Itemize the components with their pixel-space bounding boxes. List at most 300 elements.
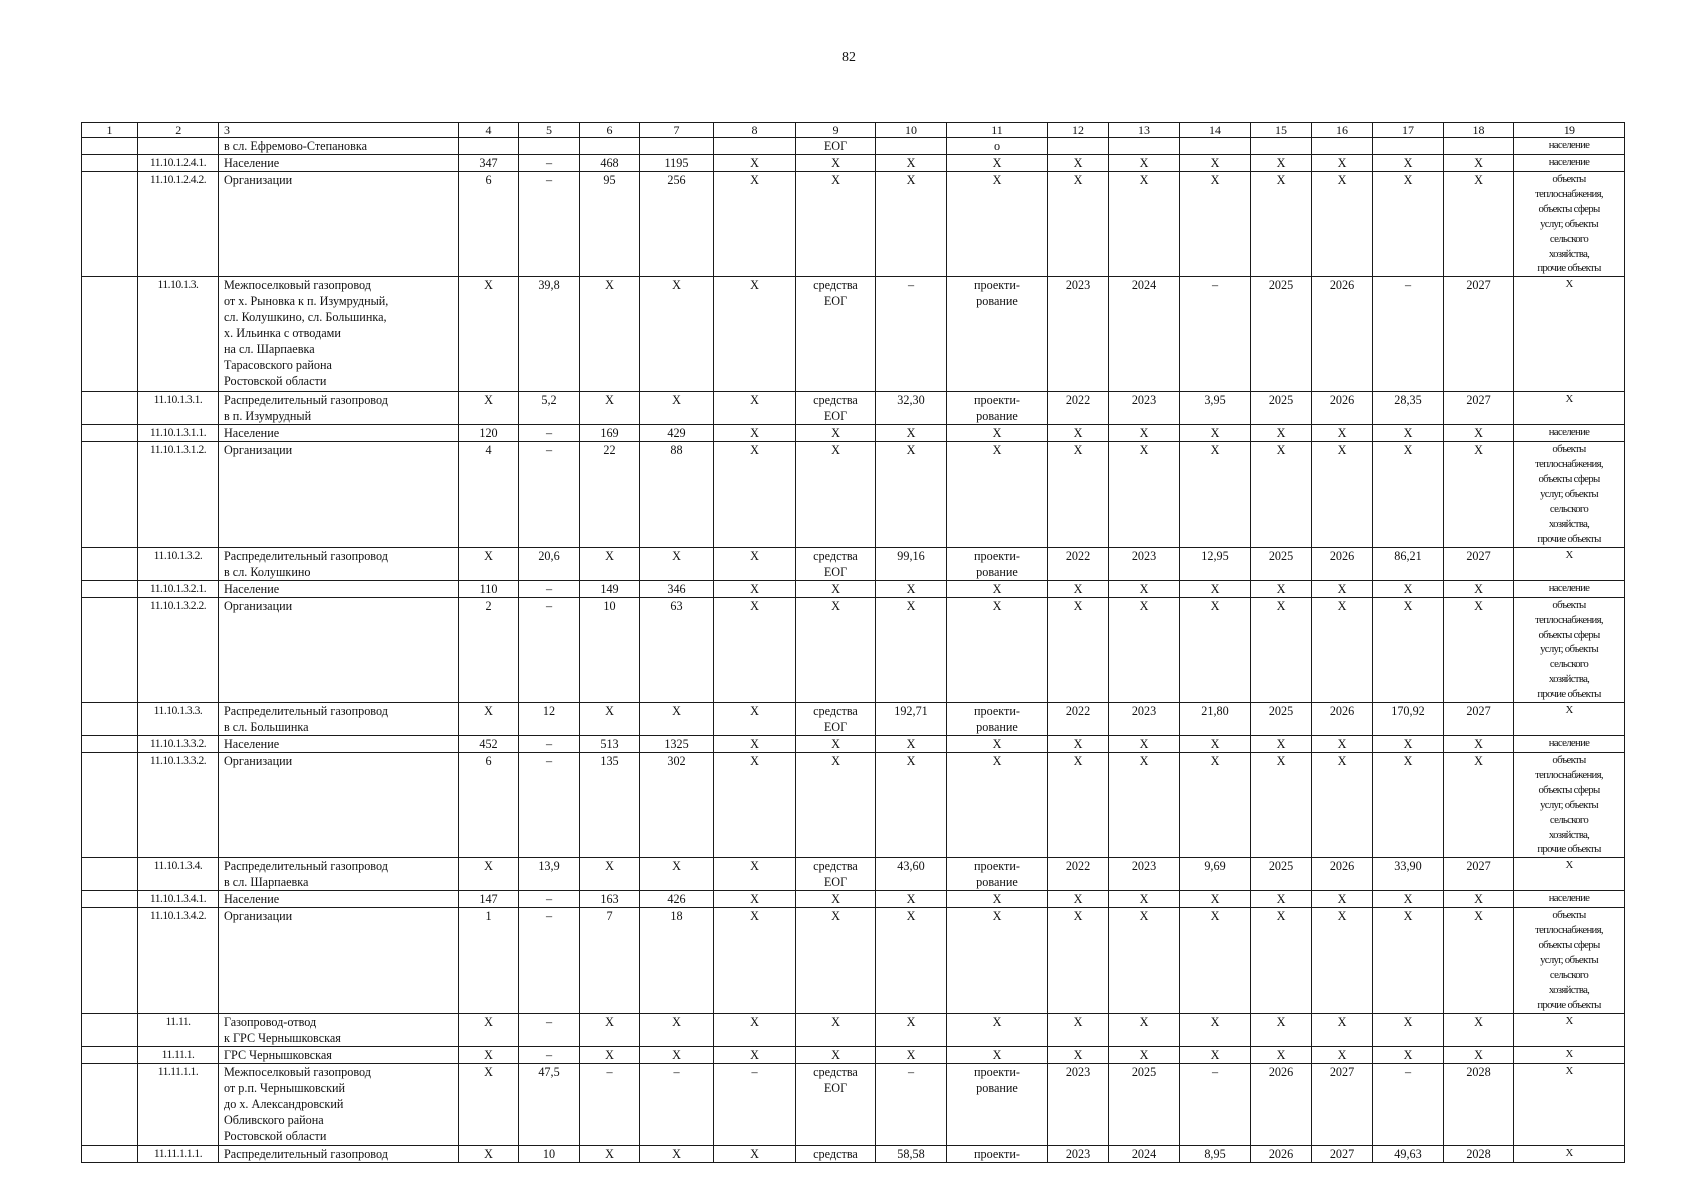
cell-col-12: Х (1048, 425, 1109, 442)
cell-col-16: 2026 (1312, 392, 1373, 425)
cell-col-5: – (519, 597, 580, 702)
cell-col-15: Х (1251, 736, 1312, 753)
cell-col-17: 28,35 (1373, 392, 1444, 425)
column-number-2: 2 (138, 123, 219, 138)
cell-item-name: Межпоселковый газопровод от р.п. Чернышковский до х. Александровский Обливского района Ростовской области (219, 1063, 459, 1145)
cell-col-8: Х (714, 425, 796, 442)
cell-col-5: 20,6 (519, 547, 580, 580)
cell-col-4: 4 (459, 442, 519, 547)
cell-consumers: Х (1514, 703, 1625, 736)
cell-col-12: Х (1048, 442, 1109, 547)
cell-col-8: Х (714, 442, 796, 547)
cell-col-10: Х (876, 736, 947, 753)
column-number-10: 10 (876, 123, 947, 138)
cell-col-15: Х (1251, 753, 1312, 858)
cell-col-17: Х (1373, 1046, 1444, 1063)
cell-col-16: Х (1312, 736, 1373, 753)
cell-col-10: – (876, 277, 947, 392)
column-number-row (82, 123, 1625, 138)
cell-group-cell (82, 1063, 138, 1145)
cell-col-15: 2025 (1251, 277, 1312, 392)
cell-col-6: 22 (580, 442, 640, 547)
cell-stage: проекти- рование (947, 277, 1048, 392)
column-number-11: 11 (947, 123, 1048, 138)
cell-col-14: 8,95 (1180, 1145, 1251, 1162)
cell-col-4: 120 (459, 425, 519, 442)
cell-col-13: Х (1109, 172, 1180, 277)
cell-col-5: 39,8 (519, 277, 580, 392)
cell-item-code: 11.10.1.3.3.2. (138, 753, 219, 858)
cell-funding-source: Х (796, 1013, 876, 1046)
cell-consumers: население (1514, 155, 1625, 172)
cell-col-14: Х (1180, 736, 1251, 753)
cell-col-4: 147 (459, 891, 519, 908)
cell-group-cell (82, 891, 138, 908)
cell-col-14: Х (1180, 155, 1251, 172)
cell-group-cell (82, 392, 138, 425)
cell-col-7: 1325 (640, 736, 714, 753)
cell-consumers: объекты теплоснабжения, объекты сферы услуг, объекты сельского хозяйства, прочие объекты (1514, 753, 1625, 858)
cell-col-12 (1048, 138, 1109, 155)
cell-item-name: Население (219, 580, 459, 597)
cell-item-code: 11.10.1.2.4.2. (138, 172, 219, 277)
table-body (82, 123, 1625, 1163)
cell-col-8: Х (714, 155, 796, 172)
cell-item-code: 11.10.1.3.4.1. (138, 891, 219, 908)
cell-consumers: объекты теплоснабжения, объекты сферы услуг, объекты сельского хозяйства, прочие объекты (1514, 597, 1625, 702)
cell-col-6: 169 (580, 425, 640, 442)
cell-col-16: Х (1312, 580, 1373, 597)
cell-stage: Х (947, 172, 1048, 277)
cell-col-5: 13,9 (519, 858, 580, 891)
cell-col-5: 5,2 (519, 392, 580, 425)
cell-funding-source: Х (796, 172, 876, 277)
column-number-16: 16 (1312, 123, 1373, 138)
cell-col-4: 6 (459, 753, 519, 858)
cell-col-8: Х (714, 736, 796, 753)
cell-item-name: Организации (219, 908, 459, 1013)
cell-col-4: Х (459, 1013, 519, 1046)
cell-group-cell (82, 547, 138, 580)
cell-col-5: – (519, 172, 580, 277)
cell-consumers: Х (1514, 858, 1625, 891)
cell-col-6: 135 (580, 753, 640, 858)
cell-col-7: Х (640, 392, 714, 425)
cell-item-name: Распределительный газопровод в сл. Шарпаевка (219, 858, 459, 891)
cell-stage: Х (947, 442, 1048, 547)
table-row (82, 753, 1625, 858)
cell-item-code: 11.11.1.1. (138, 1063, 219, 1145)
cell-stage: проекти- рование (947, 547, 1048, 580)
cell-col-14 (1180, 138, 1251, 155)
cell-col-5: – (519, 425, 580, 442)
cell-stage: Х (947, 580, 1048, 597)
cell-col-17: Х (1373, 736, 1444, 753)
cell-col-16: 2026 (1312, 858, 1373, 891)
cell-col-16: Х (1312, 1046, 1373, 1063)
cell-col-13: 2025 (1109, 1063, 1180, 1145)
cell-funding-source: средства ЕОГ (796, 858, 876, 891)
table-row (82, 597, 1625, 702)
cell-col-12: Х (1048, 891, 1109, 908)
cell-col-10: 192,71 (876, 703, 947, 736)
cell-col-14: 9,69 (1180, 858, 1251, 891)
cell-col-7: 88 (640, 442, 714, 547)
cell-stage: Х (947, 753, 1048, 858)
cell-col-18: Х (1444, 1046, 1514, 1063)
cell-col-17 (1373, 138, 1444, 155)
cell-col-13: Х (1109, 580, 1180, 597)
cell-col-5: – (519, 891, 580, 908)
cell-col-13: 2023 (1109, 858, 1180, 891)
cell-group-cell (82, 580, 138, 597)
cell-col-16: 2026 (1312, 703, 1373, 736)
cell-col-7: Х (640, 547, 714, 580)
cell-col-6: Х (580, 547, 640, 580)
cell-col-5 (519, 138, 580, 155)
column-number-7: 7 (640, 123, 714, 138)
cell-col-5: – (519, 1013, 580, 1046)
cell-col-13: 2023 (1109, 392, 1180, 425)
cell-col-4 (459, 138, 519, 155)
cell-col-18: Х (1444, 442, 1514, 547)
cell-group-cell (82, 172, 138, 277)
cell-col-10: Х (876, 442, 947, 547)
cell-col-10: Х (876, 597, 947, 702)
cell-funding-source: Х (796, 597, 876, 702)
cell-col-6: Х (580, 277, 640, 392)
cell-col-12: Х (1048, 736, 1109, 753)
column-number-4: 4 (459, 123, 519, 138)
cell-col-12: Х (1048, 908, 1109, 1013)
cell-col-8: Х (714, 277, 796, 392)
table-row (82, 392, 1625, 425)
cell-group-cell (82, 908, 138, 1013)
cell-col-5: 47,5 (519, 1063, 580, 1145)
cell-col-17: Х (1373, 753, 1444, 858)
cell-funding-source: Х (796, 753, 876, 858)
cell-col-6: Х (580, 1046, 640, 1063)
cell-col-17: 33,90 (1373, 858, 1444, 891)
cell-col-5: 12 (519, 703, 580, 736)
cell-item-name: Межпоселковый газопровод от х. Рыновка к п. Изумрудный, сл. Колушкино, сл. Большинка, х. Ильинка с отводами на сл. Шарпаевка Тарасовского района Ростовской области (219, 277, 459, 392)
cell-group-cell (82, 425, 138, 442)
cell-col-10: 32,30 (876, 392, 947, 425)
cell-col-6: 149 (580, 580, 640, 597)
cell-item-code: 11.10.1.3.2. (138, 547, 219, 580)
cell-col-16 (1312, 138, 1373, 155)
cell-group-cell (82, 703, 138, 736)
cell-col-10: 58,58 (876, 1145, 947, 1162)
cell-consumers: население (1514, 425, 1625, 442)
cell-group-cell (82, 597, 138, 702)
cell-item-name: Распределительный газопровод в сл. Колушкино (219, 547, 459, 580)
cell-col-5: – (519, 155, 580, 172)
cell-stage: Х (947, 155, 1048, 172)
cell-col-15: Х (1251, 1013, 1312, 1046)
cell-consumers: население (1514, 736, 1625, 753)
cell-item-name: Распределительный газопровод в сл. Большинка (219, 703, 459, 736)
cell-col-13: Х (1109, 908, 1180, 1013)
cell-col-4: Х (459, 1063, 519, 1145)
cell-funding-source: ЕОГ (796, 138, 876, 155)
cell-col-7: – (640, 1063, 714, 1145)
cell-col-16: Х (1312, 155, 1373, 172)
table-row (82, 547, 1625, 580)
cell-stage: о (947, 138, 1048, 155)
cell-funding-source: Х (796, 580, 876, 597)
table-row (82, 1013, 1625, 1046)
cell-col-14: – (1180, 277, 1251, 392)
cell-col-15: Х (1251, 172, 1312, 277)
cell-col-4: 1 (459, 908, 519, 1013)
cell-col-17: Х (1373, 425, 1444, 442)
cell-col-15: Х (1251, 442, 1312, 547)
cell-item-code: 11.11. (138, 1013, 219, 1046)
cell-col-13: Х (1109, 736, 1180, 753)
cell-funding-source: Х (796, 891, 876, 908)
cell-stage: проекти- рование (947, 858, 1048, 891)
cell-col-4: Х (459, 277, 519, 392)
cell-col-12: 2022 (1048, 547, 1109, 580)
cell-consumers: Х (1514, 392, 1625, 425)
cell-col-18: 2027 (1444, 547, 1514, 580)
cell-col-14: 12,95 (1180, 547, 1251, 580)
cell-funding-source: Х (796, 736, 876, 753)
cell-col-8: Х (714, 597, 796, 702)
cell-col-12: 2022 (1048, 392, 1109, 425)
cell-item-name: Организации (219, 172, 459, 277)
cell-col-16: 2026 (1312, 277, 1373, 392)
cell-item-name: Организации (219, 753, 459, 858)
cell-col-10: Х (876, 580, 947, 597)
cell-col-15: 2026 (1251, 1063, 1312, 1145)
table-row (82, 736, 1625, 753)
cell-col-6: Х (580, 1145, 640, 1162)
cell-funding-source: Х (796, 908, 876, 1013)
table-row (82, 172, 1625, 277)
cell-col-18: Х (1444, 172, 1514, 277)
cell-item-code: 11.10.1.3.3. (138, 703, 219, 736)
cell-col-7: Х (640, 858, 714, 891)
cell-col-12: Х (1048, 172, 1109, 277)
cell-col-7: 429 (640, 425, 714, 442)
cell-col-15: 2025 (1251, 858, 1312, 891)
cell-col-8: Х (714, 547, 796, 580)
cell-col-13: Х (1109, 891, 1180, 908)
cell-col-8: Х (714, 580, 796, 597)
cell-col-17: Х (1373, 155, 1444, 172)
cell-col-8 (714, 138, 796, 155)
cell-col-16: Х (1312, 891, 1373, 908)
cell-col-8: Х (714, 858, 796, 891)
cell-stage: проекти- рование (947, 1063, 1048, 1145)
page-number: 82 (842, 50, 856, 65)
table-row (82, 425, 1625, 442)
cell-item-code: 11.10.1.3.1.1. (138, 425, 219, 442)
cell-col-14: Х (1180, 580, 1251, 597)
cell-col-10: Х (876, 908, 947, 1013)
column-number-18: 18 (1444, 123, 1514, 138)
cell-col-7: Х (640, 1145, 714, 1162)
column-number-19: 19 (1514, 123, 1625, 138)
cell-col-17: Х (1373, 172, 1444, 277)
cell-item-code: 11.10.1.3. (138, 277, 219, 392)
cell-col-18: Х (1444, 891, 1514, 908)
cell-item-name: Население (219, 425, 459, 442)
cell-funding-source: Х (796, 1046, 876, 1063)
cell-col-16: Х (1312, 753, 1373, 858)
column-number-6: 6 (580, 123, 640, 138)
cell-col-14: Х (1180, 1013, 1251, 1046)
cell-col-15: 2025 (1251, 703, 1312, 736)
column-number-17: 17 (1373, 123, 1444, 138)
cell-col-14: Х (1180, 1046, 1251, 1063)
cell-col-17: Х (1373, 442, 1444, 547)
cell-col-17: 49,63 (1373, 1145, 1444, 1162)
cell-col-5: – (519, 753, 580, 858)
cell-col-12: 2023 (1048, 1063, 1109, 1145)
cell-col-17: Х (1373, 908, 1444, 1013)
cell-col-16: Х (1312, 908, 1373, 1013)
cell-funding-source: Х (796, 442, 876, 547)
table-row (82, 891, 1625, 908)
column-number-5: 5 (519, 123, 580, 138)
cell-col-10: Х (876, 891, 947, 908)
table-row (82, 277, 1625, 392)
cell-col-16: 2027 (1312, 1145, 1373, 1162)
cell-col-13: Х (1109, 425, 1180, 442)
table-row (82, 1145, 1625, 1162)
cell-group-cell (82, 736, 138, 753)
cell-col-5: – (519, 1046, 580, 1063)
cell-col-5: – (519, 736, 580, 753)
cell-col-18: Х (1444, 908, 1514, 1013)
cell-col-4: 347 (459, 155, 519, 172)
cell-item-code: 11.10.1.3.3.2. (138, 736, 219, 753)
cell-col-17: 170,92 (1373, 703, 1444, 736)
column-number-3: 3 (219, 123, 459, 138)
cell-funding-source: средства ЕОГ (796, 703, 876, 736)
cell-stage: Х (947, 1046, 1048, 1063)
cell-col-17: Х (1373, 891, 1444, 908)
cell-col-6: 10 (580, 597, 640, 702)
cell-stage: Х (947, 597, 1048, 702)
table-row (82, 155, 1625, 172)
cell-col-8: – (714, 1063, 796, 1145)
cell-col-4: 452 (459, 736, 519, 753)
cell-col-12: 2022 (1048, 858, 1109, 891)
cell-col-16: Х (1312, 172, 1373, 277)
cell-col-16: 2027 (1312, 1063, 1373, 1145)
cell-col-14: 3,95 (1180, 392, 1251, 425)
cell-col-15: Х (1251, 580, 1312, 597)
cell-item-name: Газопровод-отвод к ГРС Чернышковская (219, 1013, 459, 1046)
cell-col-4: 6 (459, 172, 519, 277)
cell-col-8: Х (714, 1013, 796, 1046)
cell-col-4: 2 (459, 597, 519, 702)
cell-col-7: 426 (640, 891, 714, 908)
cell-col-17: Х (1373, 1013, 1444, 1046)
cell-item-name: Распределительный газопровод (219, 1145, 459, 1162)
cell-col-15: 2025 (1251, 392, 1312, 425)
cell-funding-source: Х (796, 425, 876, 442)
cell-col-6: 163 (580, 891, 640, 908)
cell-col-8: Х (714, 908, 796, 1013)
cell-col-16: Х (1312, 425, 1373, 442)
cell-item-code: 11.10.1.3.4. (138, 858, 219, 891)
cell-stage: проекти- рование (947, 703, 1048, 736)
cell-col-16: Х (1312, 1013, 1373, 1046)
cell-col-15: Х (1251, 155, 1312, 172)
cell-col-7: 346 (640, 580, 714, 597)
column-number-9: 9 (796, 123, 876, 138)
cell-group-cell (82, 753, 138, 858)
cell-col-7: Х (640, 1046, 714, 1063)
cell-col-12: Х (1048, 1046, 1109, 1063)
cell-col-12: Х (1048, 580, 1109, 597)
cell-col-5: – (519, 908, 580, 1013)
cell-col-18: 2028 (1444, 1063, 1514, 1145)
cell-item-code: 11.10.1.2.4.1. (138, 155, 219, 172)
cell-col-10: Х (876, 753, 947, 858)
cell-col-18: Х (1444, 155, 1514, 172)
cell-col-6: Х (580, 703, 640, 736)
cell-col-5: – (519, 580, 580, 597)
cell-funding-source: средства (796, 1145, 876, 1162)
cell-consumers: население (1514, 891, 1625, 908)
cell-col-6: 95 (580, 172, 640, 277)
cell-col-7: 63 (640, 597, 714, 702)
cell-col-4: Х (459, 547, 519, 580)
cell-col-12: 2023 (1048, 1145, 1109, 1162)
cell-group-cell (82, 277, 138, 392)
cell-consumers: объекты теплоснабжения, объекты сферы услуг, объекты сельского хозяйства, прочие объекты (1514, 908, 1625, 1013)
cell-col-7: Х (640, 703, 714, 736)
cell-col-15: Х (1251, 425, 1312, 442)
cell-col-13: Х (1109, 155, 1180, 172)
cell-col-18: Х (1444, 425, 1514, 442)
cell-col-14: 21,80 (1180, 703, 1251, 736)
cell-col-13: 2023 (1109, 547, 1180, 580)
cell-col-16: Х (1312, 597, 1373, 702)
cell-col-13: 2024 (1109, 277, 1180, 392)
cell-item-code: 11.10.1.3.2.2. (138, 597, 219, 702)
column-number-15: 15 (1251, 123, 1312, 138)
cell-col-8: Х (714, 1046, 796, 1063)
cell-item-name: Население (219, 155, 459, 172)
cell-col-12: 2022 (1048, 703, 1109, 736)
cell-col-6: – (580, 1063, 640, 1145)
cell-item-code: 11.11.1.1.1. (138, 1145, 219, 1162)
cell-col-10: Х (876, 155, 947, 172)
cell-item-code (138, 138, 219, 155)
cell-col-12: 2023 (1048, 277, 1109, 392)
cell-consumers: Х (1514, 277, 1625, 392)
cell-col-12: Х (1048, 155, 1109, 172)
cell-item-name: Организации (219, 442, 459, 547)
cell-group-cell (82, 1013, 138, 1046)
cell-col-13: Х (1109, 1013, 1180, 1046)
cell-item-code: 11.10.1.3.4.2. (138, 908, 219, 1013)
cell-col-8: Х (714, 753, 796, 858)
cell-col-18: 2027 (1444, 858, 1514, 891)
cell-col-10 (876, 138, 947, 155)
cell-stage: Х (947, 736, 1048, 753)
cell-col-14: Х (1180, 891, 1251, 908)
cell-col-15: 2025 (1251, 547, 1312, 580)
cell-consumers: Х (1514, 1145, 1625, 1162)
